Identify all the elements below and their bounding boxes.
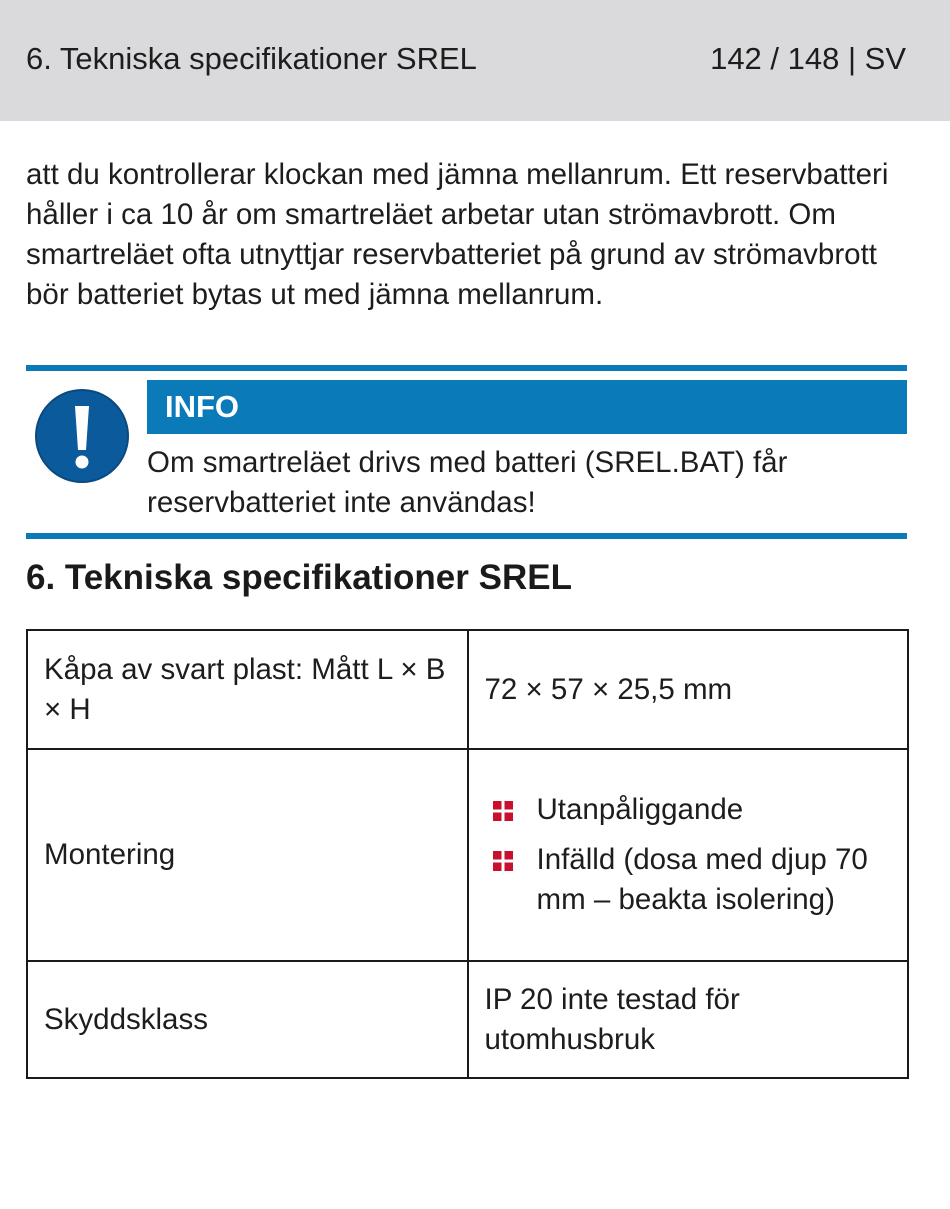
table-row: [27, 961, 908, 1078]
spec-table: [26, 629, 909, 1079]
table-row: [27, 749, 908, 961]
spec-value: [468, 749, 909, 961]
info-label: INFO: [165, 389, 240, 424]
list-item: [485, 840, 892, 920]
bullet-text: Infälld (dosa med djup 70 mm – beakta isolering): [536, 843, 868, 916]
page-header: [0, 0, 950, 121]
info-box: [26, 365, 907, 539]
intro-paragraph: att du kontrollerar klockan med jämna mellanrum. Ett reservbatteri håller i ca 10 år om smartreläet arbetar utan strömavbrott. Om smartreläet ofta utnyttjar reservbatteriet på grund av strömavbrott bör batteriet bytas ut med jämna mellanrum.: [26, 158, 889, 311]
info-text: Om smartreläet drivs med batteri (SREL.BAT) får reservbatteriet inte användas!: [147, 446, 788, 519]
info-bottom-rule: [26, 533, 907, 539]
info-title-bar: [147, 380, 907, 434]
spec-label: Skyddsklass: [27, 961, 468, 1078]
info-top-rule: [26, 365, 907, 371]
section-heading: 6. Tekniska specifikationer SREL: [26, 558, 572, 597]
spec-value: 72 × 57 × 25,5 mm: [468, 630, 909, 749]
bullet-text: Utanpåliggande: [536, 793, 744, 826]
bullet-list: [485, 790, 892, 920]
bullet-icon: [493, 851, 513, 871]
list-item: [485, 790, 892, 830]
page-number: 142 / 148 | SV: [710, 41, 906, 76]
table-row: [27, 630, 908, 749]
exclamation-icon: [34, 388, 130, 484]
spec-label: Montering: [27, 749, 468, 961]
spec-label: Kåpa av svart plast: Mått L × B × H: [27, 630, 468, 749]
bullet-icon: [493, 801, 513, 821]
spec-value: IP 20 inte testad för utomhusbruk: [468, 961, 909, 1078]
header-title: 6. Tekniska specifikationer SREL: [26, 41, 477, 76]
